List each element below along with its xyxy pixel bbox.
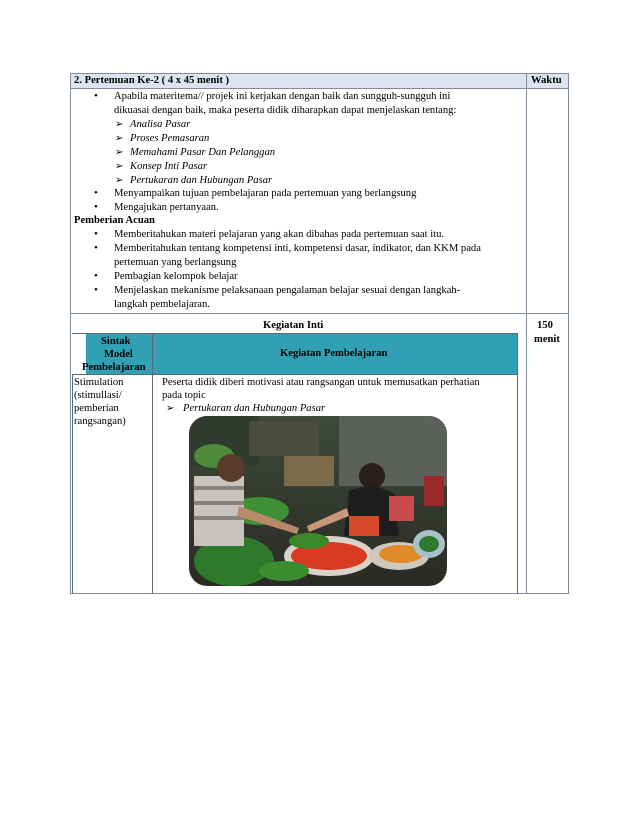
acuan-item: Memberitahukan tentang kompetensi inti, kompetensi dasar, indikator, dan KKM pada xyxy=(114,243,481,254)
inner-header-bottom-border xyxy=(72,374,518,375)
acuan-item: Memberitahukan materi pelajaran yang akan dibahas pada pertemuan saat itu. xyxy=(114,229,445,240)
topic-item: Memahami Pasar Dan Pelanggan xyxy=(130,147,276,158)
acuan-heading: Pemberian Acuan xyxy=(74,215,155,226)
acuan-item-cont: langkah pembelajaran. xyxy=(114,299,210,310)
bullet-dot: • xyxy=(94,242,98,254)
topic-item: Proses Pemasaran xyxy=(130,133,210,144)
inner-right-border xyxy=(517,333,518,594)
topic-item: Pertukaran dan Hubungan Pasar xyxy=(130,175,273,186)
arrow-bullet-icon: ➢ xyxy=(115,119,124,130)
activity-text-line2: pada topic xyxy=(162,390,206,401)
bullet-dot: • xyxy=(94,284,98,296)
market-photo-image xyxy=(189,416,447,586)
section-divider xyxy=(70,313,569,314)
bullet-dot: • xyxy=(94,270,98,282)
arrow-bullet-icon: ➢ xyxy=(115,175,124,186)
waktu-header: Waktu xyxy=(531,75,562,86)
inner-left-border xyxy=(72,374,73,594)
table-left-border xyxy=(70,73,71,594)
bullet-dot: • xyxy=(94,90,98,102)
bullet-dot: • xyxy=(94,228,98,240)
sintak-line1: Stimulation xyxy=(74,377,124,388)
table-right-border xyxy=(568,73,569,594)
waktu-unit: menit xyxy=(534,334,560,345)
intro-text-line2: dikuasai dengan baik, maka peserta didik diharapkan dapat menjelaskan tentang: xyxy=(114,105,457,116)
col2-header: Kegiatan Pembelajaran xyxy=(280,348,388,359)
intro-bullet2: Menyampaikan tujuan pembelajaran pada pertemuan yang berlangsung xyxy=(114,188,417,199)
col1-header-line2: Model xyxy=(104,349,133,360)
bullet-dot: • xyxy=(94,187,98,199)
acuan-item: Pembagian kelompok belajar xyxy=(114,271,238,282)
acuan-item-cont: pertemuan yang berlangsung xyxy=(114,257,237,268)
arrow-bullet-icon: ➢ xyxy=(115,133,124,144)
market-photo xyxy=(189,416,447,586)
acuan-item: Menjelaskan mekanisme pelaksanaan pengalaman belajar sesuai dengan langkah- xyxy=(114,285,461,296)
col1-header-line1: Sintak xyxy=(101,336,131,347)
inner-col-divider xyxy=(152,333,153,594)
waktu-value: 150 xyxy=(537,320,553,331)
sintak-line2: (stimullasi/ xyxy=(74,390,122,401)
topic-item: Analisa Pasar xyxy=(130,119,191,130)
activity-text-line1: Peserta didik diberi motivasi atau rangsangan untuk memusatkan perhatian xyxy=(162,377,480,388)
sintak-line4: rangsangan) xyxy=(74,416,126,427)
bullet-dot: • xyxy=(94,201,98,213)
col1-header-line3: Pembelajaran xyxy=(82,362,146,373)
waktu-column-border xyxy=(526,73,527,594)
intro-bullet3: Mengajukan pertanyaan. xyxy=(114,202,219,213)
arrow-bullet-icon: ➢ xyxy=(115,147,124,158)
table-bottom-border xyxy=(70,593,569,594)
intro-text-line1: Apabila materitema// projek ini kerjakan dengan baik dan sungguh-sungguh ini xyxy=(114,91,451,102)
arrow-bullet-icon: ➢ xyxy=(166,403,175,414)
meeting-title: 2. Pertemuan Ke-2 ( 4 x 45 menit ) xyxy=(74,75,230,86)
header-bottom-border xyxy=(70,88,569,89)
activity-topic: Pertukaran dan Hubungan Pasar xyxy=(183,403,326,414)
arrow-bullet-icon: ➢ xyxy=(115,161,124,172)
kegiatan-inti-heading: Kegiatan Inti xyxy=(263,320,324,331)
inner-top-border xyxy=(72,333,518,334)
sintak-line3: pemberian xyxy=(74,403,119,414)
topic-item: Konsep Inti Pasar xyxy=(130,161,208,172)
